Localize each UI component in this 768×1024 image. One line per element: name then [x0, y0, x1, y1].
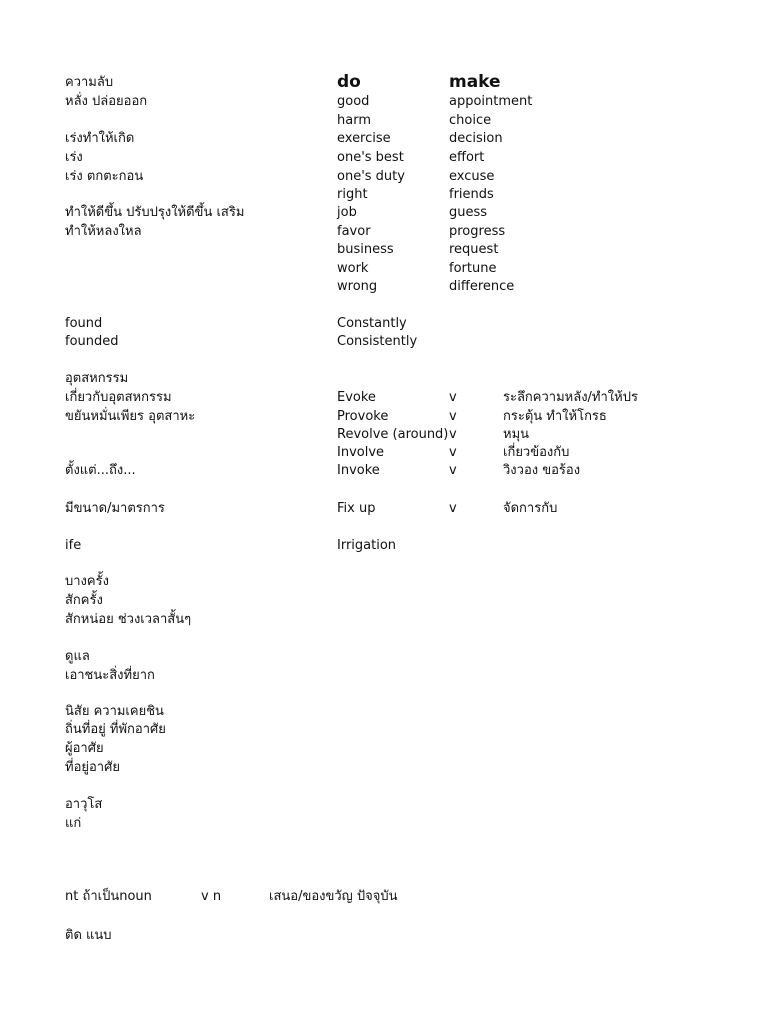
thai-note-20: ถิ่นที่อยู่ ที่พักอาศัย — [65, 722, 166, 737]
verb-pos: v — [449, 463, 457, 478]
word-consistently: Consistently — [337, 334, 418, 349]
thai-note-21: ผู้อาศัย — [65, 741, 104, 756]
verb-word: Fix up — [337, 501, 376, 516]
do-item: exercise — [337, 131, 391, 146]
thai-note-26: ติด แนบ — [65, 928, 112, 943]
thai-note-18: เอาชนะสิ่งที่ยาก — [65, 668, 155, 683]
word-founded: founded — [65, 334, 119, 349]
make-item: decision — [449, 131, 503, 146]
make-item: fortune — [449, 261, 497, 276]
make-item: difference — [449, 279, 515, 294]
thai-note-6: ทำให้ดีขึ้น ปรับปรุงให้ดีขึ้น เสริม — [65, 205, 245, 220]
thai-note-2: หลั่ง ปล่อยออก — [65, 94, 148, 109]
thai-note-7: ทำให้หลงใหล — [65, 224, 142, 239]
thai-note-22: ที่อยู่อาศัย — [65, 760, 120, 775]
verb-pos: v — [449, 390, 457, 405]
thai-note-12: มีขนาด/มาตรการ — [65, 501, 165, 516]
do-header: do — [337, 72, 361, 92]
word-fragment-ife: ife — [65, 538, 82, 553]
do-item: wrong — [337, 279, 378, 294]
make-item: effort — [449, 150, 485, 165]
verb-word: Involve — [337, 445, 385, 460]
word-found: found — [65, 316, 103, 331]
do-item: right — [337, 187, 368, 202]
thai-note-23: อาวุโส — [65, 797, 103, 812]
verb-pos: v — [449, 427, 457, 442]
thai-note-14: บางครั้ง — [65, 574, 109, 589]
do-item: harm — [337, 113, 371, 128]
thai-note-24: แก่ — [65, 816, 82, 831]
thai-note-17: ดูแล — [65, 649, 90, 664]
word-constantly: Constantly — [337, 316, 407, 331]
make-item: excuse — [449, 169, 495, 184]
make-item: friends — [449, 187, 494, 202]
thai-note-16: สักหน่อย ช่วงเวลาสั้นๆ — [65, 612, 192, 627]
verb-pos: v — [449, 409, 457, 424]
make-item: choice — [449, 113, 492, 128]
thai-note-15: สักครั้ง — [65, 593, 103, 608]
verb-definition: ระลึกความหลัง/ทำให้ปร — [503, 390, 638, 405]
verb-word: Provoke — [337, 409, 389, 424]
do-item: business — [337, 242, 394, 257]
thai-note-19: นิสัย ความเคยชิน — [65, 704, 164, 719]
thai-note-25: nt ถ้าเป็นnoun — [65, 889, 152, 904]
thai-note-11: ตั้งแต่...ถึง... — [65, 463, 136, 478]
present-pos: v n — [201, 889, 222, 904]
do-item: one's duty — [337, 169, 405, 184]
make-item: progress — [449, 224, 506, 239]
verb-definition: วิงวอง ขอร้อง — [503, 463, 581, 478]
make-item: appointment — [449, 94, 533, 109]
thai-note-1: ความลับ — [65, 75, 114, 90]
do-item: work — [337, 261, 369, 276]
do-item: favor — [337, 224, 371, 239]
do-item: job — [337, 205, 357, 220]
verb-definition: กระตุ้น ทำให้โกรธ — [503, 409, 607, 424]
verb-definition: จัดการกับ — [503, 501, 558, 516]
verb-word: Evoke — [337, 390, 376, 405]
thai-note-4: เร่ง — [65, 150, 83, 165]
make-item: request — [449, 242, 499, 257]
thai-note-5: เร่ง ตกตะกอน — [65, 169, 144, 184]
make-header: make — [449, 72, 501, 92]
verb-word: Invoke — [337, 463, 380, 478]
present-definition: เสนอ/ของขวัญ ปัจจุบัน — [269, 889, 398, 904]
make-item: guess — [449, 205, 488, 220]
verb-definition: เกี่ยวข้องกับ — [503, 445, 570, 460]
thai-note-3: เร่งทำให้เกิด — [65, 131, 135, 146]
do-item: one's best — [337, 150, 404, 165]
thai-note-8: อุตสหกรรม — [65, 371, 129, 386]
thai-note-10: ขยันหมั่นเพียร อุตสาหะ — [65, 409, 196, 424]
verb-definition: หมุน — [503, 427, 530, 442]
word-irrigation: Irrigation — [337, 538, 397, 553]
verb-pos: v — [449, 445, 457, 460]
do-item: good — [337, 94, 370, 109]
thai-note-9: เกี่ยวกับอุตสหกรรม — [65, 390, 172, 405]
verb-word: Revolve (around) — [337, 427, 449, 442]
verb-pos: v — [449, 501, 457, 516]
